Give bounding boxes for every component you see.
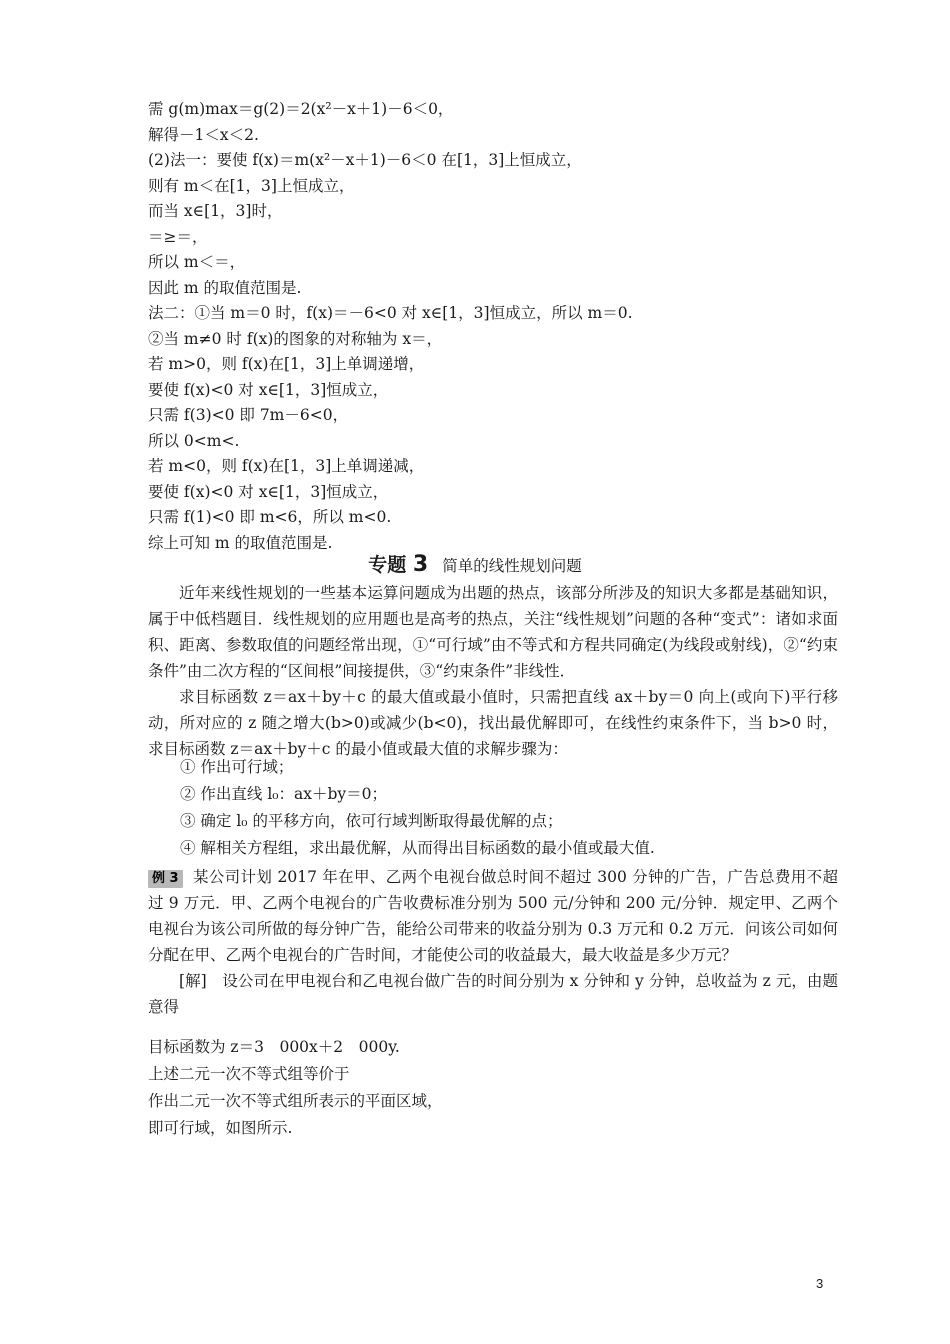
solution-line: 要使 f(x)<0 对 x∈[1，3]恒成立，: [148, 380, 389, 399]
intro-paragraph: 近年来线性规划的一些基本运算问题成为出题的热点，该部分所涉及的知识大多都是基础知识，属于中低档题目．线性规划的应用题也是高考的热点，关注“线性规划”问题的各种“变式”：诸如求面积、距离、参数取值的问题经常出现，①“可行域”由不等式和方程共同确定(为线段或射线)，②“约束条件”由二次方程的“区间根”间接提供，③“约束条件”非线性．: [148, 584, 838, 680]
solution-line: 即可行域，如图所示.: [148, 1119, 293, 1137]
solution-paragraph: [解] 设公司在甲电视台和乙电视台做广告的时间分别为 x 分钟和 y 分钟，总收益为 z 元，由题意得: [148, 972, 838, 1016]
solution-line: 法二：①当 m＝0 时，f(x)＝－6<0 对 x∈[1，3]恒成立，所以 m＝0.: [148, 304, 633, 322]
solution-line: 若 m>0，则 f(x)在[1，3]上单调递增，: [148, 355, 425, 373]
section-heading: [0, 550, 950, 577]
solution-line: 只需 f(1)<0 即 m<6，所以 m<0.: [148, 508, 392, 526]
solution-line: 因此 m 的取值范围是.: [148, 278, 302, 297]
solution-line: 上述二元一次不等式组等价于: [148, 1065, 350, 1083]
solution-line: (2)法一：要使 f(x)＝m(x²－x＋1)－6＜0 在[1，3]上恒成立，: [148, 151, 582, 169]
method-paragraph: 求目标函数 z＝ax＋by＋c 的最大值或最小值时，只需把直线 ax＋by＝0 向上(或向下)平行移动，所对应的 z 随之增大(b>0)或减少(b<0)，找出最优解即可，在线性约束条件下，当 b>0 时，求目标函数 z＝ax＋by＋c 的最小值或最大值的求解步骤为：: [148, 688, 838, 758]
step-item: ① 作出可行域；: [180, 758, 294, 776]
solution-line: 作出二元一次不等式组所表示的平面区域，: [148, 1092, 443, 1110]
solution-line: 解得－1＜x＜2.: [148, 125, 259, 144]
step-item: ② 作出直线 l₀：ax＋by＝0；: [180, 785, 388, 803]
solution-line: 需 g(m)max＝g(2)＝2(x²－x＋1)－6＜0，: [148, 100, 454, 118]
solution-line: 综上可知 m 的取值范围是.: [148, 533, 333, 552]
solution-line: 则有 m＜在[1，3]上恒成立，: [148, 176, 355, 195]
example-paragraph: [148, 864, 838, 968]
solution-line: 要使 f(x)<0 对 x∈[1，3]恒成立，: [148, 482, 389, 501]
step-item: ③ 确定 l₀ 的平移方向，依可行域判断取得最优解的点；: [180, 812, 563, 830]
solution-line: 只需 f(3)<0 即 7m－6<0，: [148, 406, 349, 424]
solution-line: ②当 m≠0 时 f(x)的图象的对称轴为 x＝，: [148, 329, 443, 348]
solution-line: 若 m<0，则 f(x)在[1，3]上单调递减，: [148, 457, 425, 475]
heading-title: 简单的线性规划问题: [442, 557, 582, 575]
step-item: ④ 解相关方程组，求出最优解，从而得出目标函数的最小值或最大值.: [180, 839, 655, 857]
heading-label: 专题 3: [368, 552, 429, 577]
page-number: 3: [816, 1276, 824, 1291]
solution-line: 所以 m＜＝，: [148, 253, 246, 271]
example-badge: 例 3: [148, 870, 183, 888]
solution-line: 目标函数为 z＝3 000x＋2 000y.: [148, 1038, 400, 1056]
solution-line: 而当 x∈[1，3]时，: [148, 202, 283, 220]
example-text: 某公司计划 2017 年在甲、乙两个电视台做总时间不超过 300 分钟的广告，广告总费用不超过 9 万元．甲、乙两个电视台的广告收费标准分别为 500 元/分钟和 200 元/分钟．规定甲、乙两个电视台为该公司所做的每分钟广告，能给公司带来的收益分别为 0.3 万元和 0.2 万元．问该公司如何分配在甲、乙两个电视台的广告时间，才能使公司的收益最大，最大收益是多少万元？: [148, 868, 838, 964]
solution-line: 所以 0<m<.: [148, 431, 240, 450]
solution-line: ＝≥＝，: [148, 227, 208, 246]
